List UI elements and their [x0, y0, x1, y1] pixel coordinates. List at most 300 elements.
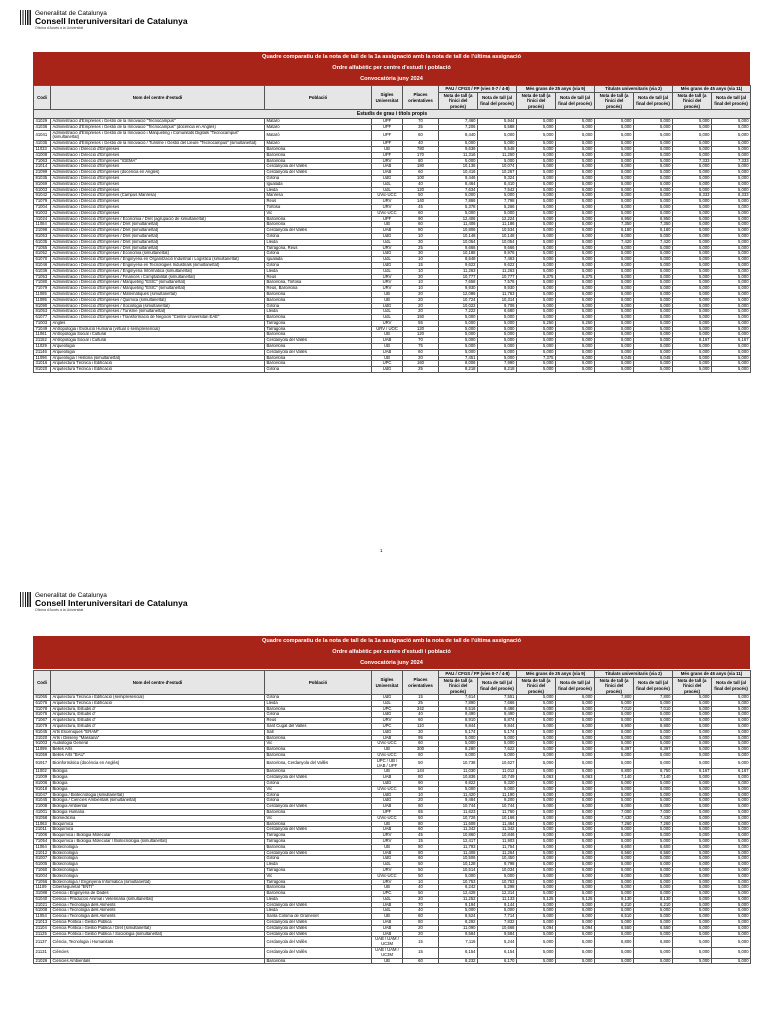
cell-25-start: 5,125: [517, 896, 556, 902]
cell-centre: Biologia: [51, 780, 265, 786]
cell-pau-end: 10,054: [478, 239, 517, 245]
cell-codi: 21146: [34, 349, 51, 355]
cell-titulats-start: 5,000: [595, 856, 634, 862]
cell-25-start: 5,000: [517, 827, 556, 833]
cell-25-end: 5,000: [556, 268, 595, 274]
cell-places: 80: [403, 228, 439, 234]
cell-places: 80: [403, 850, 439, 856]
cell-sigles: UdL: [372, 908, 403, 914]
cell-titulats-start: 5,000: [595, 361, 634, 367]
cell-titulats-start: 5,000: [595, 862, 634, 868]
cell-poblacio: Cerdanyola del Vallès: [265, 349, 372, 355]
cell-pau-start: 7,866: [439, 199, 478, 205]
cell-45-start: 5,000: [673, 228, 712, 234]
cell-codi: 91059: [34, 752, 51, 758]
cell-titulats-start: 5,000: [595, 792, 634, 798]
cell-titulats-start: 5,000: [595, 193, 634, 199]
cell-codi: 11095: [34, 297, 51, 303]
cell-45-start: 5,000: [673, 124, 712, 130]
cell-25-end: 5,000: [556, 850, 595, 856]
cell-titulats-end: 5,000: [634, 958, 673, 964]
cell-pau-end: 7,832: [478, 920, 517, 926]
cell-25-start: 5,000: [517, 130, 556, 141]
cell-45-end: 5,000: [712, 164, 751, 170]
cell-codi: 21012: [34, 850, 51, 856]
cell-25-end: 5,000: [556, 902, 595, 908]
cell-45-start: 7,333: [673, 158, 712, 164]
cell-25-end: 5,000: [556, 193, 595, 199]
cell-titulats-start: 9,130: [595, 896, 634, 902]
cell-25-start: 5,000: [517, 706, 556, 712]
cell-poblacio: Cerdanyola del Vallès: [265, 937, 372, 948]
gencat-emblem-icon: [20, 10, 31, 25]
cell-poblacio: Salt: [265, 729, 372, 735]
cell-centre: Administració i Direcció d'Empreses: [51, 175, 265, 181]
org-line-1: Generalitat de Catalunya: [35, 592, 107, 599]
cell-codi: 31088: [34, 891, 51, 897]
col-sigles: Sigles Universitat: [372, 86, 403, 110]
cell-pau-end: 5,000: [478, 315, 517, 321]
cell-25-start: 5,375: [517, 274, 556, 280]
cell-titulats-start: 5,000: [595, 326, 634, 332]
cell-25-start: 5,000: [517, 838, 556, 844]
cell-45-start: 5,000: [673, 251, 712, 257]
cell-centre: Antropologia Social i Cultural: [51, 338, 265, 344]
cell-pau-start: 5,000: [439, 741, 478, 747]
col-sub-end: Nota de tall (al final del procés): [634, 92, 673, 110]
cell-titulats-start: 5,000: [595, 257, 634, 263]
cell-pau-end: 11,760: [478, 809, 517, 815]
cell-places: 60: [403, 741, 439, 747]
cell-titulats-end: 7,140: [634, 775, 673, 781]
cell-pau-start: 10,724: [439, 297, 478, 303]
cell-25-start: 5,000: [517, 280, 556, 286]
cell-pau-start: 10,136: [439, 164, 478, 170]
cell-45-start: 5,000: [673, 164, 712, 170]
cell-25-end: 5,000: [556, 119, 595, 125]
cell-centre: Belles Arts "BAU": [51, 752, 265, 758]
cell-25-start: 5,000: [517, 695, 556, 701]
cell-titulats-start: 7,420: [595, 239, 634, 245]
cell-poblacio: Tarragona: [265, 320, 372, 326]
cell-places: 70: [403, 119, 439, 125]
cell-pau-start: 10,054: [439, 239, 478, 245]
cell-25-start: 5,000: [517, 286, 556, 292]
cell-centre: Administració i Direcció d'Empreses / Dret (simultaneïtat): [51, 239, 265, 245]
cell-sigles: UB: [372, 958, 403, 964]
cell-poblacio: Lleida: [265, 239, 372, 245]
cell-pau-end: 5,000: [478, 735, 517, 741]
cell-pau-end: 7,463: [478, 257, 517, 263]
cell-titulats-start: 5,000: [595, 297, 634, 303]
cell-places: 144: [403, 769, 439, 775]
cell-25-end: 5,000: [556, 780, 595, 786]
cell-titulats-end: 5,000: [634, 891, 673, 897]
cell-places: 90: [403, 780, 439, 786]
cell-45-start: 5,000: [673, 914, 712, 920]
cell-sigles: UAB: [372, 170, 403, 176]
cell-codi: 71067: [34, 718, 51, 724]
cell-poblacio: Barcelona: [265, 958, 372, 964]
cell-25-end: 5,000: [556, 338, 595, 344]
cell-places: 60: [403, 752, 439, 758]
cell-poblacio: Barcelona: [265, 222, 372, 228]
cell-places: 30: [403, 251, 439, 257]
cell-25-start: 5,000: [517, 332, 556, 338]
cell-pau-start: 5,000: [439, 338, 478, 344]
cell-places: 20: [403, 798, 439, 804]
cell-poblacio: Cerdanyola del Vallès: [265, 170, 372, 176]
cell-titulats-start: 5,000: [595, 712, 634, 718]
cell-poblacio: Tortosa: [265, 204, 372, 210]
cell-25-start: 5,000: [517, 158, 556, 164]
cell-45-start: 5,000: [673, 332, 712, 338]
cell-pau-end: 8,218: [478, 367, 517, 373]
cell-sigles: UB: [372, 297, 403, 303]
cell-25-end: 5,000: [556, 309, 595, 315]
cell-pau-end: 12,314: [478, 891, 517, 897]
cell-sigles: URV: [372, 838, 403, 844]
cell-centre: Ciència i Enginyeria de Dades: [51, 891, 265, 897]
cell-codi: 21011: [34, 827, 51, 833]
cell-titulats-start: 5,000: [595, 309, 634, 315]
cell-25-start: 5,000: [517, 119, 556, 125]
cell-pau-end: 9,548: [478, 146, 517, 152]
cell-poblacio: Tarragona, Reus: [265, 245, 372, 251]
cell-sigles: UB: [372, 355, 403, 361]
cell-sigles: UdG: [372, 233, 403, 239]
cell-25-end: 5,000: [556, 758, 595, 769]
cell-sigles: UdL: [372, 862, 403, 868]
cell-titulats-end: 5,000: [634, 170, 673, 176]
cell-45-end: 5,000: [712, 937, 751, 948]
cell-45-start: 5,000: [673, 303, 712, 309]
cell-pau-start: 11,030: [439, 769, 478, 775]
cell-poblacio: Tarragona: [265, 879, 372, 885]
cell-45-end: 5,000: [712, 752, 751, 758]
cell-titulats-end: 5,000: [634, 320, 673, 326]
col-group-25: Més grans de 25 anys (via 9): [517, 671, 595, 678]
cell-25-end: 5,000: [556, 286, 595, 292]
cell-titulats-start: 5,000: [595, 175, 634, 181]
cell-poblacio: Lleida: [265, 908, 372, 914]
cell-centre: Administració d'Empreses i Gestió de la Innovació / Turisme i Gestió del Lleure "Tecnocampus" (simultaneïtat): [51, 141, 265, 147]
cell-places: 10: [403, 286, 439, 292]
cell-pau-end: 10,777: [478, 274, 517, 280]
org-line-1: Generalitat de Catalunya: [35, 10, 107, 17]
cell-45-start: 5,000: [673, 821, 712, 827]
cell-pau-start: 11,316: [439, 152, 478, 158]
cell-codi: 81076: [34, 712, 51, 718]
cell-25-start: 5,000: [517, 164, 556, 170]
cell-places: 70: [403, 902, 439, 908]
cell-45-end: 5,000: [712, 361, 751, 367]
cell-sigles: URV: [372, 320, 403, 326]
col-sub-start: Nota de tall (a l'inici del procés): [439, 677, 478, 695]
cell-codi: 41036: [34, 124, 51, 130]
cell-titulats-start: 5,000: [595, 141, 634, 147]
cell-centre: Administració i Direcció d'Empreses "IGEMA": [51, 158, 265, 164]
cell-codi: 71053: [34, 274, 51, 280]
cell-codi: 71063: [34, 158, 51, 164]
cell-titulats-start: 5,000: [595, 233, 634, 239]
cell-pau-end: 7,990: [478, 361, 517, 367]
report-title: Quadre comparatiu de la nota de tall de la 1a assignació amb la nota de tall de l'última assignació: [261, 638, 522, 644]
cell-45-end: 5,000: [712, 326, 751, 332]
cell-places: 160: [403, 361, 439, 367]
cell-25-end: 5,000: [556, 210, 595, 216]
cell-45-end: 5,000: [712, 925, 751, 931]
cell-places: 75: [403, 344, 439, 350]
cell-pau-start: 11,408: [439, 850, 478, 856]
cell-places: 50: [403, 862, 439, 868]
cell-45-end: 5,000: [712, 718, 751, 724]
cell-codi: 41024: [34, 216, 51, 222]
cell-poblacio: Girona: [265, 251, 372, 257]
cell-titulats-end: 5,000: [634, 752, 673, 758]
cell-45-start: 5,000: [673, 873, 712, 879]
cell-45-end: 5,000: [712, 320, 751, 326]
cell-codi: 11029: [34, 344, 51, 350]
cell-titulats-end: 5,000: [634, 315, 673, 321]
cell-45-end: 5,000: [712, 181, 751, 187]
cell-codi: 31078: [34, 706, 51, 712]
col-places: Places orientatives: [403, 86, 439, 110]
cell-45-end: 5,000: [712, 262, 751, 268]
cell-sigles: UAB / UAM / UC3M: [372, 937, 403, 948]
cell-places: 40: [403, 141, 439, 147]
cell-pau-start: 10,514: [439, 867, 478, 873]
cell-poblacio: Girona: [265, 780, 372, 786]
cell-25-end: 5,000: [556, 344, 595, 350]
cell-45-start: 5,000: [673, 222, 712, 228]
cell-poblacio: Lleida: [265, 862, 372, 868]
cell-sigles: UVic-UCC: [372, 193, 403, 199]
cell-25-end: 5,000: [556, 867, 595, 873]
cell-pau-end: 11,342: [478, 827, 517, 833]
cell-poblacio: Girona: [265, 367, 372, 373]
cell-codi: 11084: [34, 222, 51, 228]
cell-titulats-start: 5,000: [595, 798, 634, 804]
cell-codi: 71049: [34, 326, 51, 332]
cell-pau-start: 5,000: [439, 158, 478, 164]
cell-titulats-start: 5,000: [595, 130, 634, 141]
cell-places: 80: [403, 821, 439, 827]
cell-25-start: 5,000: [517, 891, 556, 897]
cell-poblacio: Barcelona: [265, 216, 372, 222]
cell-45-end: 5,000: [712, 712, 751, 718]
cell-centre: Arquitectura Tècnica i Edificació (semipresencial): [51, 695, 265, 701]
cell-poblacio: Santa Coloma de Gramenet: [265, 914, 372, 920]
cell-poblacio: Barcelona: [265, 821, 372, 827]
cell-titulats-end: 6,560: [634, 850, 673, 856]
cell-centre: Administració i Direcció d'Empreses / Economia (simultaneïtat): [51, 251, 265, 257]
cell-codi: 11096: [34, 355, 51, 361]
cell-titulats-start: 6,397: [595, 747, 634, 753]
cell-45-end: 5,000: [712, 809, 751, 815]
cell-codi: 61005: [34, 862, 51, 868]
cell-titulats-end: 5,000: [634, 309, 673, 315]
cell-centre: Belles Arts: [51, 747, 265, 753]
cell-centre: Ciberseguretat "ENTI": [51, 885, 265, 891]
cell-centre: Ciència Política i Gestió Pública: [51, 920, 265, 926]
cell-25-end: 5,000: [556, 718, 595, 724]
cell-pau-start: 12,428: [439, 891, 478, 897]
cell-pau-start: 7,222: [439, 309, 478, 315]
cell-titulats-end: 5,000: [634, 175, 673, 181]
cell-places: 50: [403, 786, 439, 792]
cell-pau-start: 9,516: [439, 706, 478, 712]
cell-codi: 71056: [34, 879, 51, 885]
cell-pau-start: 7,658: [439, 280, 478, 286]
cell-codi: 71054: [34, 838, 51, 844]
cell-pau-end: 9,486: [478, 706, 517, 712]
cell-45-end: 7,333: [712, 158, 751, 164]
cell-poblacio: Girona: [265, 262, 372, 268]
cell-poblacio: Mataró: [265, 124, 372, 130]
cell-centre: Biologia / Biotecnologia (simultaneïtat): [51, 792, 265, 798]
cell-45-start: 5,000: [673, 297, 712, 303]
col-poblacio: Població: [265, 86, 372, 110]
cell-45-start: 5,000: [673, 700, 712, 706]
cell-sigles: UAB: [372, 931, 403, 937]
cell-titulats-end: 5,000: [634, 833, 673, 839]
cell-25-start: 5,000: [517, 758, 556, 769]
cell-25-start: 5,000: [517, 908, 556, 914]
cell-places: 120: [403, 187, 439, 193]
cell-sigles: UdG: [372, 712, 403, 718]
cell-25-start: 5,000: [517, 747, 556, 753]
cell-25-start: 5,000: [517, 204, 556, 210]
cell-pau-start: 10,753: [439, 879, 478, 885]
cell-codi: 61070: [34, 257, 51, 263]
cell-45-end: 5,000: [712, 706, 751, 712]
cell-25-end: 5,000: [556, 862, 595, 868]
cell-25-start: 5,000: [517, 187, 556, 193]
cell-pau-end: 5,000: [478, 158, 517, 164]
cell-places: 10: [403, 257, 439, 263]
cell-titulats-start: 5,000: [595, 752, 634, 758]
cell-codi: 21125: [34, 931, 51, 937]
cell-pau-start: 11,608: [439, 821, 478, 827]
cell-titulats-end: 5,000: [634, 158, 673, 164]
cell-titulats-start: 5,000: [595, 187, 634, 193]
cell-titulats-start: 5,000: [595, 315, 634, 321]
cell-titulats-start: 6,045: [595, 355, 634, 361]
cell-titulats-end: 5,000: [634, 164, 673, 170]
cell-25-end: 5,000: [556, 815, 595, 821]
col-codi: Codi: [34, 671, 51, 695]
cell-pau-end: 9,666: [478, 245, 517, 251]
cell-45-start: 5,000: [673, 867, 712, 873]
cell-sigles: UdG: [372, 856, 403, 862]
cell-45-start: 5,000: [673, 233, 712, 239]
cell-pau-end: 11,264: [478, 850, 517, 856]
cell-25-start: 5,000: [517, 815, 556, 821]
cell-sigles: UB: [372, 769, 403, 775]
table-row: [34, 758, 751, 769]
cell-codi: 21099: [34, 170, 51, 176]
cell-45-end: 5,000: [712, 349, 751, 355]
cell-pau-end: 7,622: [478, 747, 517, 753]
cell-places: 60: [403, 718, 439, 724]
cell-45-end: 5,000: [712, 833, 751, 839]
cell-poblacio: Reus, Barcelona: [265, 286, 372, 292]
cell-titulats-end: 5,000: [634, 367, 673, 373]
cell-25-start: 5,000: [517, 850, 556, 856]
cell-45-end: 5,000: [712, 367, 751, 373]
cell-poblacio: Barcelona: [265, 844, 372, 850]
cell-25-start: 5,000: [517, 297, 556, 303]
cell-pau-start: 5,000: [439, 141, 478, 147]
cell-45-start: 5,000: [673, 792, 712, 798]
cell-pau-start: 8,232: [439, 958, 478, 964]
cell-pau-end: 10,749: [478, 775, 517, 781]
cell-pau-start: 5,174: [439, 729, 478, 735]
cell-titulats-end: 5,000: [634, 873, 673, 879]
cell-25-end: 5,000: [556, 297, 595, 303]
cell-titulats-end: 5,000: [634, 792, 673, 798]
cell-45-end: 5,000: [712, 274, 751, 280]
cell-places: 110: [403, 723, 439, 729]
cell-titulats-start: 5,000: [595, 303, 634, 309]
cell-45-start: 5,000: [673, 291, 712, 297]
cell-titulats-start: 5,000: [595, 291, 634, 297]
cell-titulats-start: 5,000: [595, 718, 634, 724]
cell-45-start: 5,000: [673, 809, 712, 815]
cell-25-start: 5,000: [517, 170, 556, 176]
cell-titulats-end: 6,750: [634, 769, 673, 775]
org-line-3: Oficina d'Accés a la Universitat: [35, 608, 84, 612]
cell-sigles: UAB: [372, 902, 403, 908]
cell-25-end: 5,000: [556, 937, 595, 948]
cell-codi: 61036: [34, 268, 51, 274]
cell-places: 10: [403, 268, 439, 274]
cell-codi: 91004: [34, 873, 51, 879]
cell-titulats-start: 5,000: [595, 119, 634, 125]
cell-25-start: 5,000: [517, 914, 556, 920]
cell-titulats-end: 5,000: [634, 204, 673, 210]
cell-pau-end: 5,244: [478, 937, 517, 948]
cell-codi: 11054: [34, 914, 51, 920]
cell-45-end: 6,167: [712, 769, 751, 775]
cell-pau-end: 6,680: [478, 309, 517, 315]
col-sub-start: Nota de tall (a l'inici del procés): [439, 92, 478, 110]
cell-sigles: UdG: [372, 175, 403, 181]
cell-25-end: 5,000: [556, 827, 595, 833]
cell-25-end: 5,000: [556, 349, 595, 355]
cell-25-start: 5,000: [517, 873, 556, 879]
cell-45-start: 5,000: [673, 833, 712, 839]
cell-pau-end: 10,166: [478, 815, 517, 821]
cell-poblacio: Girona: [265, 175, 372, 181]
cell-45-start: 5,000: [673, 896, 712, 902]
col-centre: Nom del centre d'estudi: [51, 86, 265, 110]
cell-45-start: 5,000: [673, 735, 712, 741]
cell-titulats-end: 5,000: [634, 920, 673, 926]
cell-pau-start: 11,090: [439, 925, 478, 931]
cell-codi: 71079: [34, 199, 51, 205]
cell-45-end: 5,000: [712, 891, 751, 897]
cell-25-start: 5,000: [517, 920, 556, 926]
cell-sigles: UVic-UCC: [372, 752, 403, 758]
cell-25-start: 5,000: [517, 152, 556, 158]
cell-centre: Administració i Direcció d'Empreses: [51, 187, 265, 193]
cell-pau-end: 7,542: [478, 187, 517, 193]
cell-45-start: 5,000: [673, 187, 712, 193]
cell-pau-end: 9,706: [478, 303, 517, 309]
cell-25-start: 5,000: [517, 338, 556, 344]
